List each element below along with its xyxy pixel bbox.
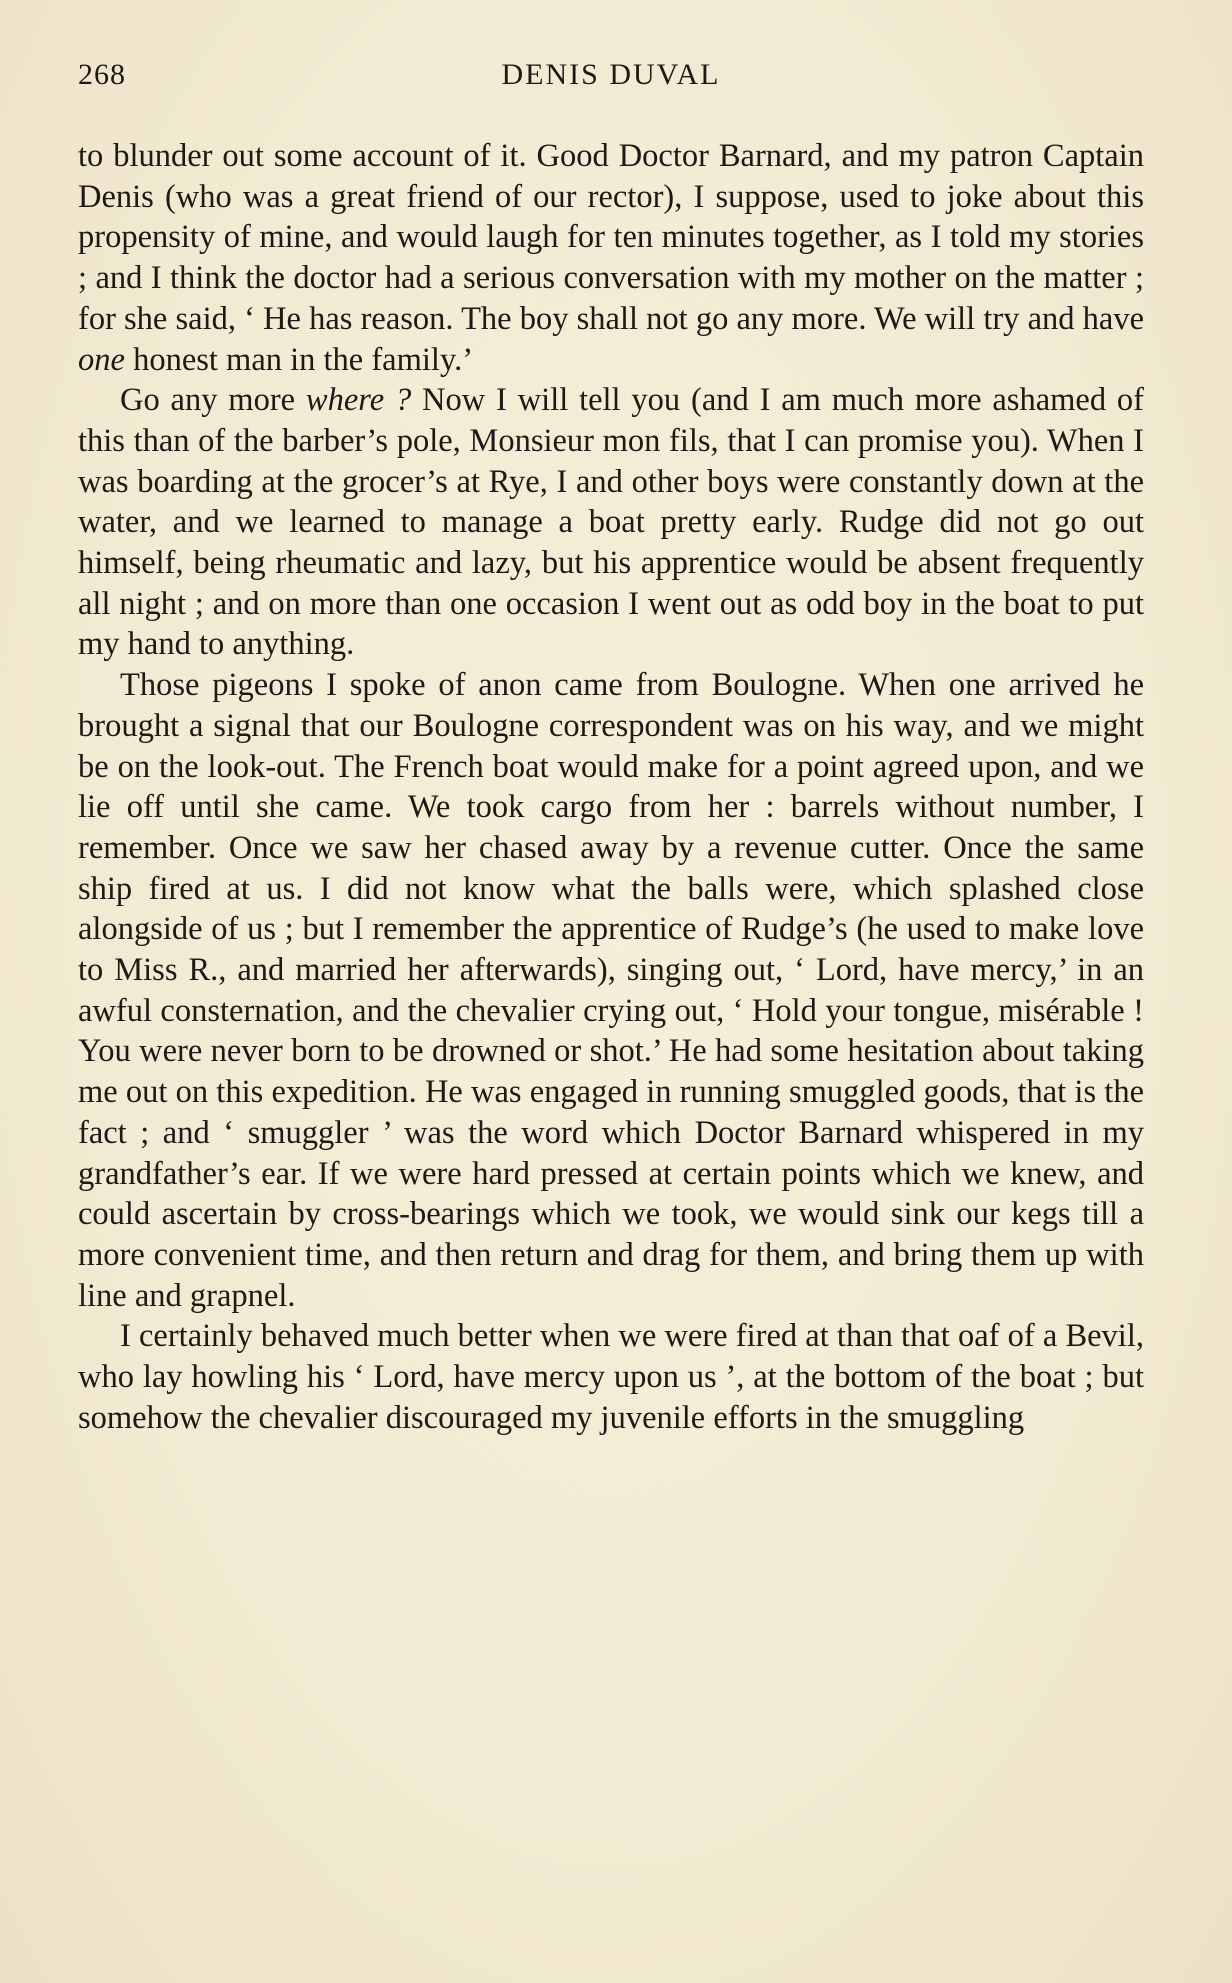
body-text [78,136,1144,1439]
paragraph-3 [78,665,1144,1316]
italic-word: one [78,341,125,378]
text-segment: honest man in the family.’ [124,341,474,378]
running-title: DENIS DUVAL [501,58,721,91]
text-segment: Now I will tell you (and I am much more ashamed of this than of the barber’s pole, Monsieur mon fils, that I can promise you). When I was boarding at the grocer’s at Rye, I and other boys were constantly down at the water, and we learned to manage a boat pretty early. Rudge did not go out himself, being rheumatic and lazy, but his apprentice would be absent frequently all night ; and on more than one occasion I went out as odd boy in the boat to put my hand to anything. [78,382,1144,663]
page-number: 268 [78,58,126,91]
italic-word: where ? [305,382,412,419]
text-segment: Go any more [120,382,306,419]
page-header [78,58,1144,98]
text-segment: to blunder out some account of it. Good Doctor Barnard, and my patron Captain Denis (who was a great friend of our rector), I suppose, used to joke about this propensity of mine, and would laugh for ten minutes together, as I told my stories ; and I think the doctor had a serious conversation with my mother on the matter ; for she said, ‘ He has reason. The boy shall not go any more. We will try and have [78,138,1144,337]
paragraph-2 [78,380,1144,665]
paragraph-4 [78,1316,1144,1438]
text-segment: Those pigeons I spoke of anon came from Boulogne. When one arrived he brought a signal that our Boulogne correspondent was on his way, and we might be on the look-out. The French boat would make for a point agreed upon, and we lie off until she came. We took cargo from her : barrels without number, I remember. Once we saw her chased away by a revenue cutter. Once the same ship fired at us. I did not know what the balls were, which splashed close alongside of us ; but I remember the apprentice of Rudge’s (he used to make love to Miss R., and married her afterwards), singing out, ‘ Lord, have mercy,’ in an awful consternation, and the chevalier crying out, ‘ Hold your tongue, misérable ! You were never born to be drowned or shot.’ He had some hesitation about taking me out on this expedition. He was engaged in running smuggled goods, that is the fact ; and ‘ smuggler ’ was the word which Doctor Barnard whispered in my grandfather’s ear. If we were hard pressed at certain points which we knew, and could ascertain by cross-bearings which we took, we would sink our kegs till a more convenient time, and then return and drag for them, and bring them up with line and grapnel. [78,667,1144,1314]
paragraph-1 [78,136,1144,380]
text-segment: I certainly behaved much better when we were fired at than that oaf of a Bevil, who lay howling his ‘ Lord, have mercy upon us ’, at the bottom of the boat ; but somehow the chevalier discouraged my juvenile efforts in the smuggling [78,1318,1144,1436]
